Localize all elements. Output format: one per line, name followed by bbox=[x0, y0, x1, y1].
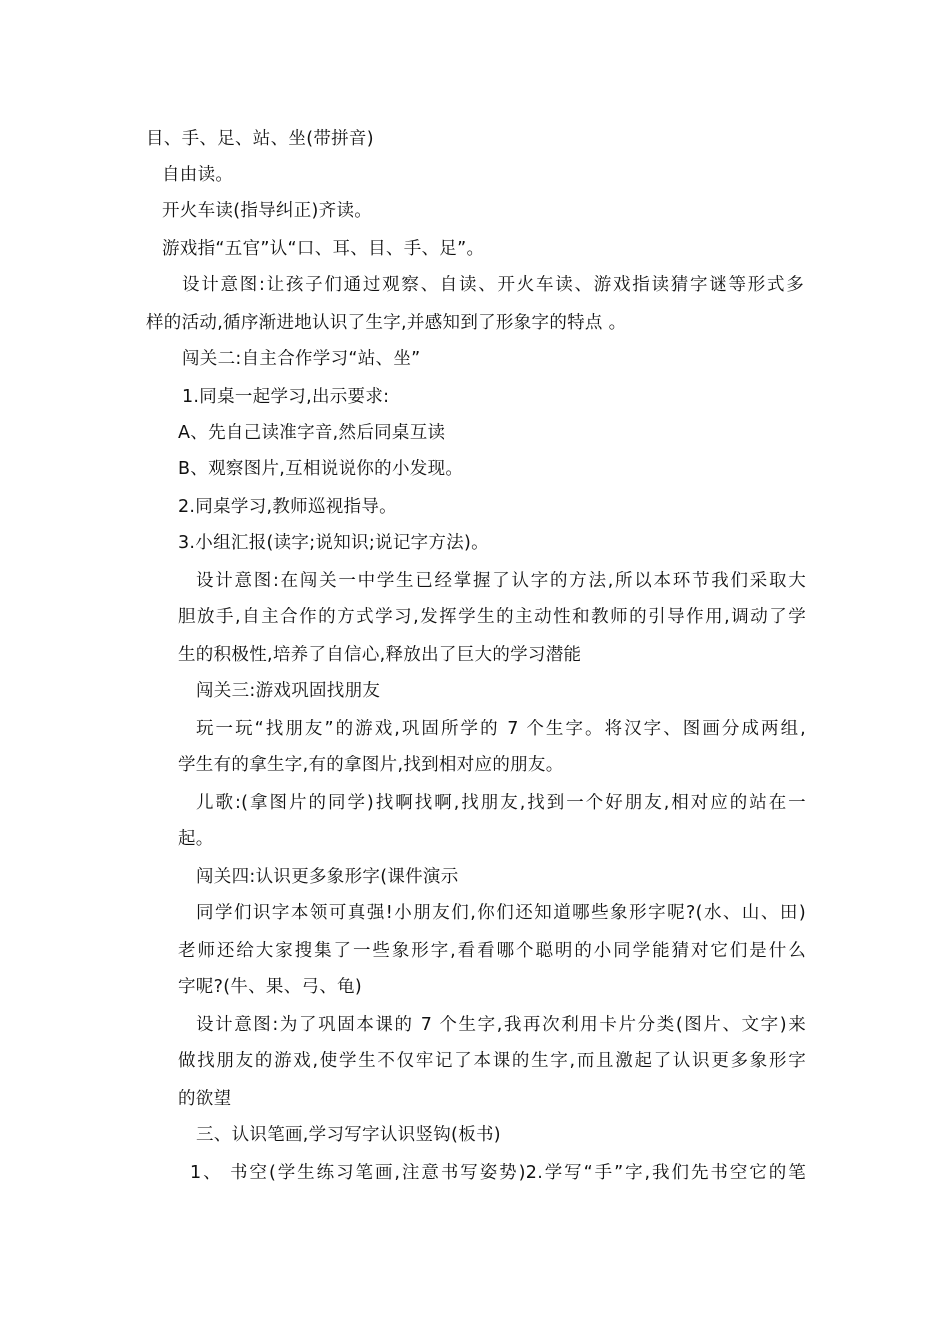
text-line: 儿歌:(拿图片的同学)找啊找啊,找朋友,找到一个好朋友,相对应的站在一 bbox=[196, 793, 806, 813]
section-heading: 闯关二:自主合作学习“站、坐” bbox=[182, 349, 421, 369]
text-line: 玩一玩“找朋友”的游戏,巩固所学的 7 个生字。将汉字、图画分成两组, bbox=[196, 719, 806, 739]
text-line: 2.同桌学习,教师巡视指导。 bbox=[178, 497, 397, 517]
text-line: 自由读。 bbox=[162, 165, 234, 185]
text-line: 同学们识字本领可真强!小朋友们,你们还知道哪些象形字呢?(水、山、田) bbox=[196, 903, 806, 923]
text-line: 游戏指“五官”认“口、耳、目、手、足”。 bbox=[162, 239, 485, 259]
text-line: A、先自己读准字音,然后同桌互读 bbox=[178, 423, 446, 443]
text-line: 起。 bbox=[178, 829, 214, 849]
text-line: 1.同桌一起学习,出示要求: bbox=[182, 387, 390, 407]
text-line: 样的活动,循序渐进地认识了生字,并感知到了形象字的特点 。 bbox=[146, 313, 627, 333]
text-line: B、观察图片,互相说说你的小发现。 bbox=[178, 459, 464, 479]
text-line: 胆放手,自主合作的方式学习,发挥学生的主动性和教师的引导作用,调动了学 bbox=[178, 607, 806, 627]
text-line: 设计意图:让孩子们通过观察、自读、开火车读、游戏指读猜字谜等形式多 bbox=[182, 275, 804, 295]
text-line: 开火车读(指导纠正)齐读。 bbox=[162, 201, 373, 221]
text-line: 设计意图:为了巩固本课的 7 个生字,我再次利用卡片分类(图片、文字)来 bbox=[196, 1015, 806, 1035]
text-line: 设计意图:在闯关一中学生已经掌握了认字的方法,所以本环节我们采取大 bbox=[196, 571, 806, 591]
section-heading: 闯关三:游戏巩固找朋友 bbox=[196, 681, 381, 701]
text-line: 做找朋友的游戏,使学生不仅牢记了本课的生字,而且激起了认识更多象形字 bbox=[178, 1051, 806, 1071]
text-line: 3.小组汇报(读字;说知识;说记字方法)。 bbox=[178, 533, 489, 553]
text-line: 的欲望 bbox=[178, 1089, 232, 1109]
text-line: 目、手、足、站、坐(带拼音) bbox=[146, 129, 374, 149]
text-line: 学生有的拿生字,有的拿图片,找到相对应的朋友。 bbox=[178, 755, 564, 775]
section-heading: 三、认识笔画,学习写字认识竖钩(板书) bbox=[196, 1125, 501, 1145]
text-line: 老师还给大家搜集了一些象形字,看看哪个聪明的小同学能猜对它们是什么 bbox=[178, 941, 806, 961]
text-line: 生的积极性,培养了自信心,释放出了巨大的学习潜能 bbox=[178, 645, 582, 665]
text-line: 1、 书空(学生练习笔画,注意书写姿势)2.学写“手”字,我们先书空它的笔 bbox=[190, 1163, 806, 1183]
section-heading: 闯关四:认识更多象形字(课件演示 bbox=[196, 867, 459, 887]
text-line: 字呢?(牛、果、弓、龟) bbox=[178, 977, 363, 997]
